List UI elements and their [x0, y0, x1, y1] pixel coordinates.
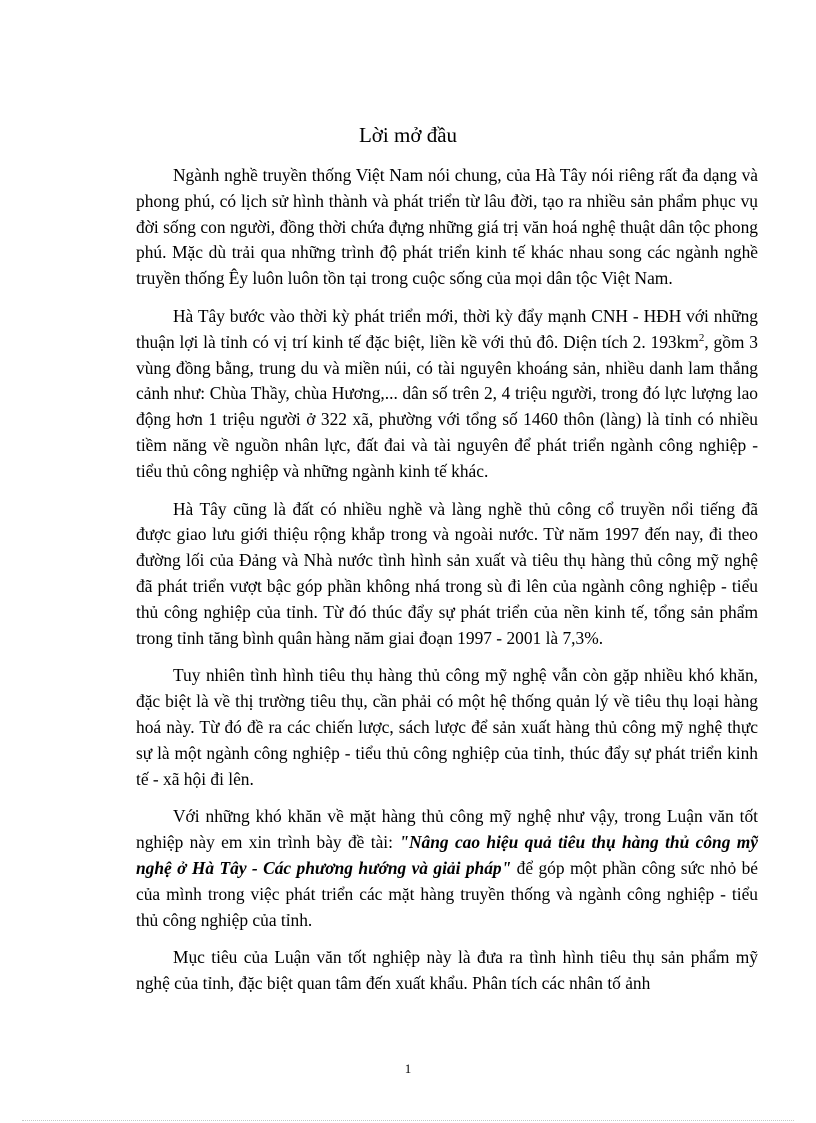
paragraph-1: Ngành nghề truyền thống Việt Nam nói chung, của Hà Tây nói riêng rất đa dạng và phong phú, có lịch sử hình thành và phát triển từ lâu đời, tạo ra nhiều sản phẩm phục vụ đời sống con người, đồng thời chứa đựng những giá trị văn hoá nghệ thuật dân tộc phong phú. Mặc dù trải qua những trình độ phát triển kinh tế khác nhau song các ngành nghề truyền thống Êy luôn luôn tồn tại trong cuộc sống của mọi dân tộc Việt Nam. [136, 165, 758, 289]
superscript-2: 2 [698, 331, 705, 344]
page-number: 1 [404, 1061, 412, 1076]
paragraph-5 [136, 804, 758, 933]
document-title: Lời mở đầu [358, 123, 458, 147]
paragraph-2-text-b: , gồm 3 vùng đồng bằng, trung du và miền núi, có tài nguyên khoáng sản, nhiều danh lam thắng cảnh như: Chùa Thầy, chùa Hương,... dân số trên 2, 4 triệu người, trong đó lực lượng lao động hơn 1 triệu người ở 322 xã, phường với tổng số 1460 thôn (làng) là tỉnh có nhiều tiềm năng về nguồn nhân lực, đất đai và tài nguyên để phát triển ngành công nghiệp - tiểu thủ công nghiệp và những ngành kinh tế khác. [136, 331, 758, 481]
paragraph-6: Mục tiêu của Luận văn tốt nghiệp này là đưa ra tình hình tiêu thụ sản phẩm mỹ nghệ của tỉnh, đặc biệt quan tâm đến xuất khẩu. Phân tích các nhân tố ảnh [136, 947, 758, 994]
paragraph-2-text-a: Hà Tây bước vào thời kỳ phát triển mới, thời kỳ đẩy mạnh CNH - HĐH với những thuận lợi là tỉnh có vị trí kinh tế đặc biệt, liền kề với thủ đô. Diện tích 2. 193km [136, 305, 758, 352]
paragraph-5-text-a: Với những khó khăn về mặt hàng thủ công mỹ nghệ như vậy, trong Luận văn tốt nghiệp này em xin trình bày đề tài: [136, 806, 758, 853]
page-bottom-divider [22, 1120, 794, 1121]
paragraph-2 [136, 304, 758, 485]
paragraph-3: Hà Tây cũng là đất có nhiều nghề và làng nghề thủ công cổ truyền nổi tiếng đã được giao lưu giới thiệu rộng khắp trong và ngoài nước. Từ năm 1997 đến nay, đi theo đường lối của Đảng và Nhà nước tình hình sản xuất và tiêu thụ hàng thủ công mỹ nghệ đã phát triển vượt bậc góp phần không nhá trong sù đi lên của ngành công nghiệp - tiểu thủ công nghiệp của tỉnh. Từ đó thúc đẩy sự phát triển của nền kinh tế, tổng sản phẩm trong tỉnh tăng bình quân hàng năm giai đoạn 1997 - 2001 là 7,3%. [136, 498, 758, 648]
thesis-topic-title: "Nâng cao hiệu quả tiêu thụ hàng thủ công mỹ nghệ ở Hà Tây - Các phương hướng và giải pháp" [136, 832, 758, 878]
paragraph-4: Tuy nhiên tình hình tiêu thụ hàng thủ công mỹ nghệ vẫn còn gặp nhiều khó khăn, đặc biệt là về thị trường tiêu thụ, cần phải có một hệ thống quản lý về tiêu thụ loại hàng hoá này. Từ đó đề ra các chiến lược, sách lược để sản xuất hàng thủ công mỹ nghệ thực sự là một ngành công nghiệp - tiểu thủ công nghiệp của tỉnh, thúc đẩy sự phát triển kinh tế - xã hội đi lên. [136, 665, 758, 789]
document-body [136, 163, 758, 1009]
paragraph-5-text-b: để góp một phần công sức nhỏ bé của mình trong việc phát triển các mặt hàng truyền thống và ngành công nghiệp - tiểu thủ công nghiệp của tỉnh. [136, 857, 758, 930]
